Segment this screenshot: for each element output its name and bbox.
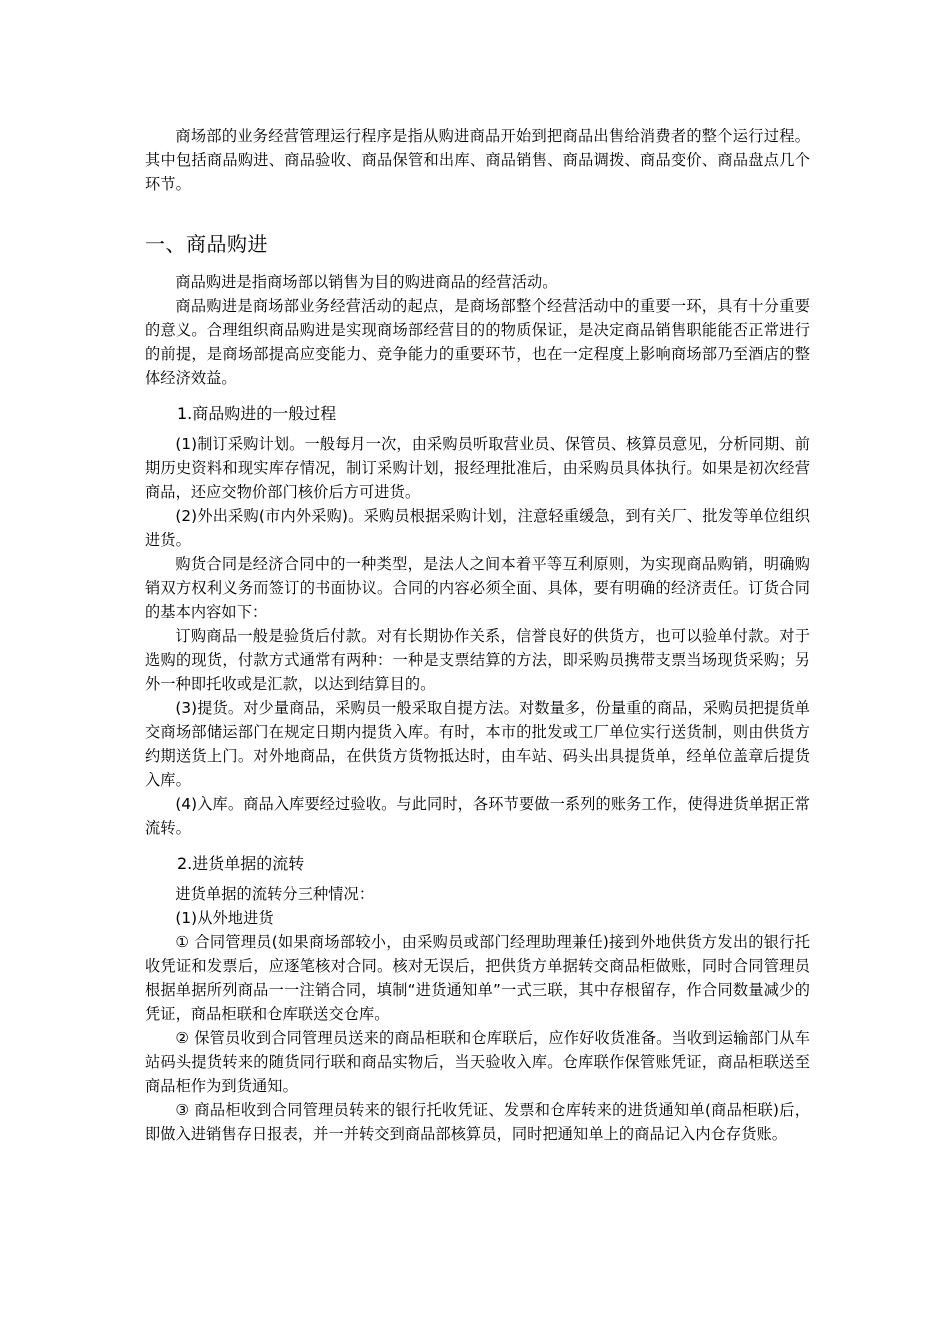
document-page bbox=[145, 124, 810, 1146]
body-paragraph: ② 保管员收到合同管理员送来的商品柜联和仓库联后，应作好收货准备。当收到运输部门从车站码头提货转来的随货同行联和商品实物后，当天验收入库。仓库联作保管账凭证，商品柜联送至商品柜作为到货通知。 bbox=[145, 1029, 810, 1095]
body-paragraph: 购货合同是经济合同中的一种类型，是法人之间本着平等互利原则，为实现商品购销，明确购销双方权利义务而签订的书面协议。合同的内容必须全面、具体，要有明确的经济责任。订货合同的基本内容如下： bbox=[145, 555, 810, 621]
body-paragraph: 订购商品一般是验货后付款。对有长期协作关系，信誉良好的供货方，也可以验单付款。对于选购的现货，付款方式通常有两种：一种是支票结算的方法，即采购员携带支票当场现货采购；另外一种即托收或是汇款，以达到结算目的。 bbox=[145, 627, 810, 693]
section-title: 一、商品购进 bbox=[145, 232, 268, 256]
body-paragraph: ③ 商品柜收到合同管理员转来的银行托收凭证、发票和仓库转来的进货通知单(商品柜联)后，即做入进销售存日报表，并一并转交到商品部核算员，同时把通知单上的商品记入内仓存货账。 bbox=[145, 1101, 810, 1143]
subsection-title: 2.进货单据的流转 bbox=[177, 854, 305, 873]
body-paragraph: ① 合同管理员(如果商场部较小，由采购员或部门经理助理兼任)接到外地供货方发出的银行托收凭证和发票后，应逐笔核对合同。核对无误后，把供货方单据转交商品柜做账，同时合同管理员根据单据所列商品一一注销合同，填制“进货通知单”一式三联，其中存根留存，作合同数量减少的凭证，商品柜联和仓库联送交仓库。 bbox=[145, 933, 810, 1023]
subsection-title: 1.商品购进的一般过程 bbox=[177, 404, 337, 423]
body-paragraph: (3)提货。对少量商品，采购员一般采取自提方法。对数量多，份量重的商品，采购员把提货单交商场部储运部门在规定日期内提货入库。有时，本市的批发或工厂单位实行送货制，则由供货方约期送货上门。对外地商品，在供货方货物抵达时，由车站、码头出具提货单，经单位盖章后提货入库。 bbox=[145, 699, 810, 789]
body-paragraph: (4)入库。商品入库要经过验收。与此同时，各环节要做一系列的账务工作，使得进货单据正常流转。 bbox=[145, 795, 810, 837]
intro-paragraph: 商场部的业务经营管理运行程序是指从购进商品开始到把商品出售给消费者的整个运行过程。其中包括商品购进、商品验收、商品保管和出库、商品销售、商品调拨、商品变价、商品盘点几个环节。 bbox=[145, 127, 810, 193]
body-paragraph: 商品购进是指商场部以销售为目的购进商品的经营活动。 bbox=[175, 273, 558, 291]
body-paragraph: (1)制订采购计划。一般每月一次，由采购员听取营业员、保管员、核算员意见，分析同期、前期历史资料和现实库存情况，制订采购计划，报经理批准后，由采购员具体执行。如果是初次经营商品，还应交物价部门核价后方可进货。 bbox=[145, 435, 810, 501]
body-paragraph: 进货单据的流转分三种情况： bbox=[175, 885, 375, 903]
body-paragraph: (2)外出采购(市内外采购)。采购员根据采购计划，注意轻重缓急，到有关厂、批发等单位组织进货。 bbox=[145, 507, 810, 549]
body-paragraph: 商品购进是商场部业务经营活动的起点，是商场部整个经营活动中的重要一环，具有十分重要的意义。合理组织商品购进是实现商场部经营目的的物质保证，是决定商品销售职能能否正常进行的前提，是商场部提高应变能力、竞争能力的重要环节，也在一定程度上影响商场部乃至酒店的整体经济效益。 bbox=[145, 297, 810, 387]
body-paragraph: (1)从外地进货 bbox=[175, 909, 274, 927]
